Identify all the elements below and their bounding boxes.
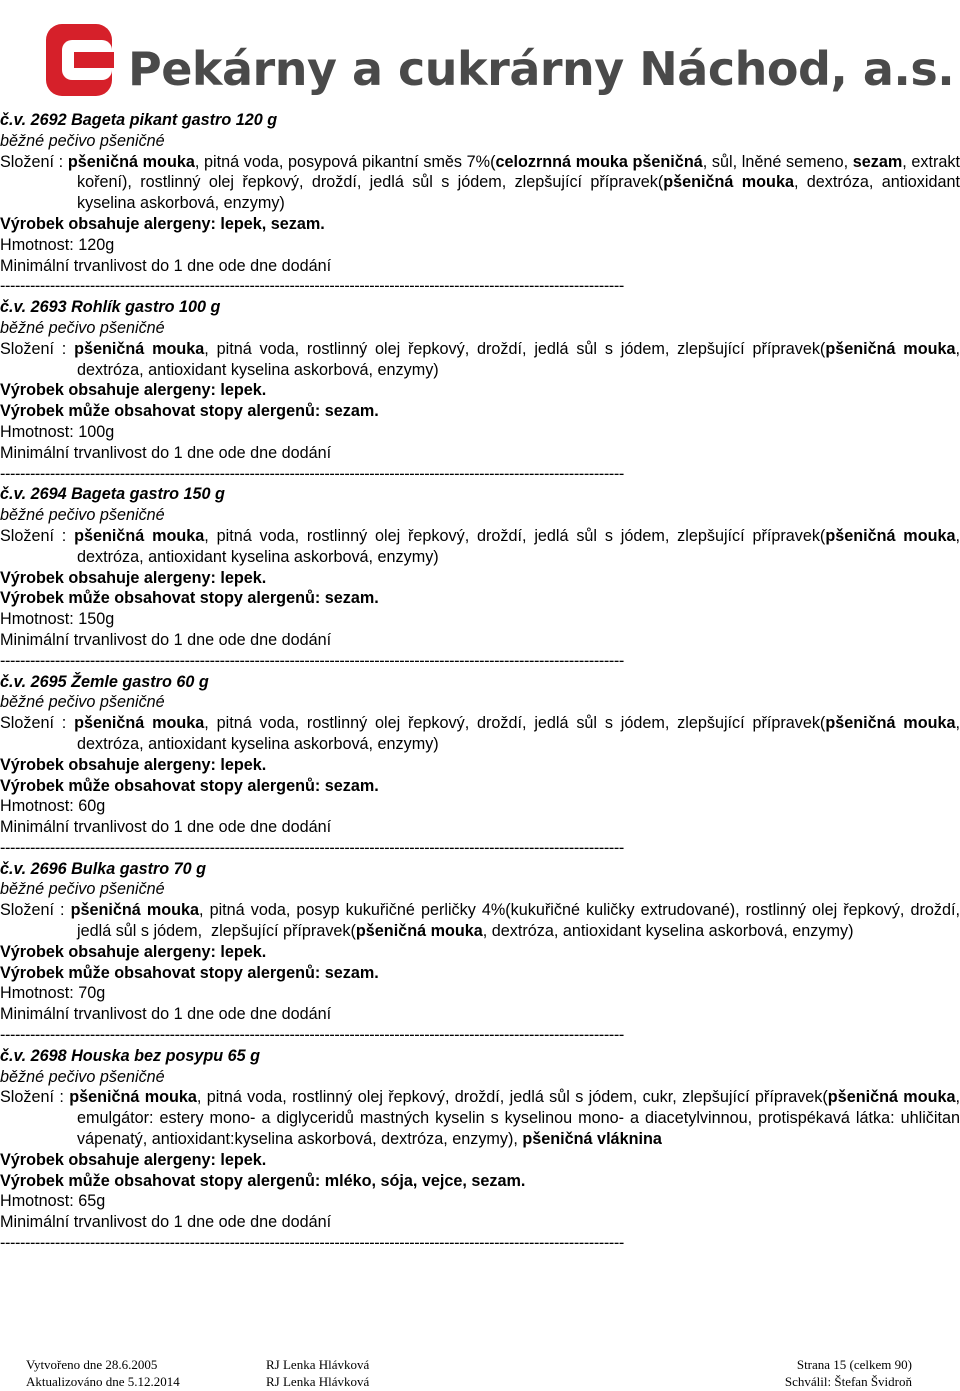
company-logo-text: Pekárny a cukrárny Náchod, a.s. (128, 42, 955, 96)
product-category: běžné pečivo pšeničné (0, 880, 165, 899)
product-allergens: Výrobek obsahuje alergeny: lepek. (0, 381, 267, 400)
product-shelf-life: Minimální trvanlivost do 1 dne ode dne dodání (0, 256, 332, 275)
product-composition: Složení : pšeničná mouka, pitná voda, rostlinný olej řepkový, droždí, jedlá sůl s jódem, zlepšující přípravek(pšeničná mouka, dextróza, antioxidant kyselina askorbová, enzymy) (0, 714, 960, 753)
product-composition: Složení : pšeničná mouka, pitná voda, rostlinný olej řepkový, droždí, jedlá sůl s jódem, zlepšující přípravek(pšeničná mouka, dextróza, antioxidant kyselina askorbová, enzymy) (0, 339, 960, 379)
product-traces: Výrobek může obsahovat stopy alergenů: sezam. (0, 776, 379, 795)
product-allergens: Výrobek obsahuje alergeny: lepek. (0, 942, 267, 961)
product-block (0, 859, 960, 1046)
product-weight: Hmotnost: 70g (0, 984, 106, 1003)
product-category: běžné pečivo pšeničné (0, 131, 165, 150)
product-allergens: Výrobek obsahuje alergeny: lepek. (0, 568, 267, 587)
product-title: č.v. 2692 Bageta pikant gastro 120 g (0, 111, 278, 129)
product-shelf-life: Minimální trvanlivost do 1 dne ode dne dodání (0, 630, 332, 649)
product-composition: Složení : pšeničná mouka, pitná voda, rostlinný olej řepkový, droždí, jedlá sůl s jódem, zlepšující přípravek(pšeničná mouka, dextróza, antioxidant kyselina askorbová, enzymy) (0, 526, 960, 566)
footer-page-number: Strana 15 (celkem 90) (796, 1357, 912, 1372)
product-allergens: Výrobek obsahuje alergeny: lepek. (0, 1150, 267, 1169)
product-block (0, 484, 960, 671)
product-composition: Složení : pšeničná mouka, pitná voda, rostlinný olej řepkový, droždí, jedlá sůl s jódem, cukr, zlepšující přípravek(pšeničná mouka, emulgátor: estery mono- a diglyceridů mastných kyselin s kyselinou mono- a diacetylvinnou, protispékavá látka: uhličitan vápenatý, antioxidant:kyselina askorbová, dextróza, enzymy), pšeničná vláknina (0, 1088, 960, 1149)
product-traces: Výrobek může obsahovat stopy alergenů: mléko, sója, vejce, sezam. (0, 1171, 526, 1190)
product-block (0, 1046, 960, 1254)
product-shelf-life: Minimální trvanlivost do 1 dne ode dne dodání (0, 818, 332, 837)
product-weight: Hmotnost: 65g (0, 1192, 106, 1211)
footer-page-info (785, 1356, 912, 1390)
product-category: běžné pečivo pšeničné (0, 318, 165, 337)
separator-line: ----------------------------------------------------------------------------------------------------------------------------- (0, 1234, 624, 1253)
product-weight: Hmotnost: 100g (0, 422, 115, 441)
product-title: č.v. 2693 Rohlík gastro 100 g (0, 298, 221, 317)
product-allergens: Výrobek obsahuje alergeny: lepek, sezam. (0, 214, 325, 233)
separator-line: ----------------------------------------------------------------------------------------------------------------------------- (0, 1026, 624, 1045)
product-composition: Složení : pšeničná mouka, pitná voda, posyp kukuřičné perličky 4%(kukuřičné kuličky extrudované), rostlinný olej řepkový, droždí, jedlá sůl s jódem, zlepšující přípravek(pšeničná mouka, dextróza, antioxidant kyselina askorbová, enzymy) (0, 901, 960, 941)
product-weight: Hmotnost: 60g (0, 797, 106, 816)
product-block (0, 672, 960, 859)
footer-authors (266, 1356, 369, 1390)
separator-line: ----------------------------------------------------------------------------------------------------------------------------- (0, 838, 624, 857)
footer-created: Vytvořeno dne 28.6.2005 (26, 1357, 158, 1372)
footer-author-1: RJ Lenka Hlávková (266, 1357, 370, 1372)
separator-line: ----------------------------------------------------------------------------------------------------------------------------- (0, 651, 624, 670)
footer-updated: Aktualizováno dne 5.12.2014 (26, 1374, 180, 1389)
footer-author-2: RJ Lenka Hlávková (266, 1374, 370, 1389)
product-traces: Výrobek může obsahovat stopy alergenů: sezam. (0, 589, 379, 608)
product-title: č.v. 2694 Bageta gastro 150 g (0, 485, 225, 504)
product-allergens: Výrobek obsahuje alergeny: lepek. (0, 755, 267, 774)
separator-line: ----------------------------------------------------------------------------------------------------------------------------- (0, 277, 624, 296)
product-weight: Hmotnost: 150g (0, 610, 115, 629)
product-traces: Výrobek může obsahovat stopy alergenů: sezam. (0, 963, 379, 982)
product-block (0, 297, 960, 484)
product-category: běžné pečivo pšeničné (0, 1067, 165, 1086)
product-shelf-life: Minimální trvanlivost do 1 dne ode dne dodání (0, 1213, 332, 1232)
footer-approved: Schválil: Štefan Švidroň (784, 1374, 912, 1389)
product-title: č.v. 2696 Bulka gastro 70 g (0, 859, 207, 878)
separator-line: ----------------------------------------------------------------------------------------------------------------------------- (0, 464, 624, 483)
product-title: č.v. 2698 Houska bez posypu 65 g (0, 1046, 261, 1065)
product-category: běžné pečivo pšeničné (0, 506, 165, 525)
product-block (0, 110, 960, 297)
product-title: č.v. 2695 Žemle gastro 60 g (0, 672, 209, 691)
product-composition: Složení : pšeničná mouka, pitná voda, posypová pikantní směs 7%(celozrnná mouka pšeničná, sůl, lněné semeno, sezam, extrakt koření), rostlinný olej řepkový, droždí, jedlá sůl s jódem, zlepšující přípravek(pšeničná mouka, dextróza, antioxidant kyselina askorbová, enzymy) (0, 152, 960, 213)
product-shelf-life: Minimální trvanlivost do 1 dne ode dne dodání (0, 1005, 332, 1024)
product-shelf-life: Minimální trvanlivost do 1 dne ode dne dodání (0, 443, 332, 462)
product-weight: Hmotnost: 120g (0, 235, 115, 254)
document-header (0, 0, 960, 108)
product-list (0, 110, 960, 1254)
footer-dates (26, 1356, 180, 1390)
product-category: běžné pečivo pšeničné (0, 693, 165, 712)
company-logo-icon (44, 22, 114, 98)
product-traces: Výrobek může obsahovat stopy alergenů: sezam. (0, 402, 379, 421)
